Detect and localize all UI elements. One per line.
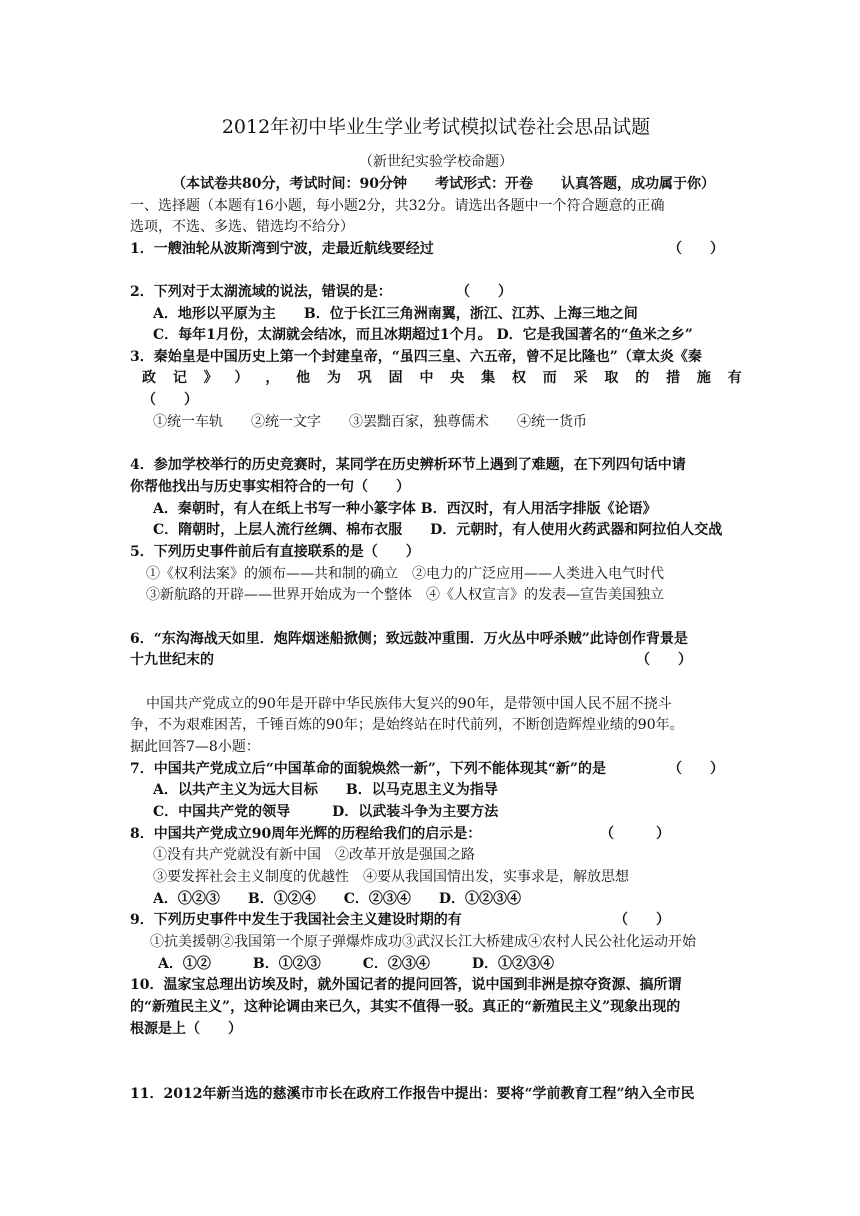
q3-char: 他	[296, 370, 311, 386]
q3-char: 中	[419, 370, 434, 386]
q2-stem: 2．下列对于太湖流域的说法，错误的是：	[130, 284, 392, 300]
q4-stem-line1: 4．参加学校举行的历史竞赛时，某同学在历史辨析环节上遇到了难题，在下列四句话中请	[130, 457, 686, 473]
q3-char: 政	[142, 370, 156, 386]
q9-paren: （ ）	[614, 912, 670, 928]
q5-line1: ①《权利法案》的颁布——共和制的确立 ②电力的广泛应用——人类进入电气时代	[146, 566, 664, 582]
q11-stem-line1: 11．2012年新当选的慈溪市市长在政府工作报告中提出：要将“学前教育工程”纳入全市民	[130, 1086, 695, 1102]
q3-char: 有	[727, 370, 742, 386]
passage-line2: 争，不为艰难困苦，千锤百炼的90年；是始终站在时代前列，不断创造辉煌业绩的90年。	[130, 717, 684, 733]
q7-options-ab: A．以共产主义为远大目标 B．以马克思主义为指导	[153, 782, 498, 798]
q2-options-cd: C．每年1月份，太湖就会结冰，而且冰期超过1个月。 D．它是我国著名的“鱼米之乡”	[153, 327, 693, 343]
q2-options-ab: A．地形以平原为主 B．位于长江三角洲南翼，浙江、江苏、上海三地之间	[153, 306, 638, 322]
q3-char: 而	[542, 370, 557, 386]
q8-paren: （ ）	[600, 826, 670, 842]
section-heading-line2: 选项，不选、多选、错选均不给分）	[130, 219, 354, 235]
q3-char: 施	[696, 370, 711, 386]
q8-options: A．①②③ B．①②④ C．②③④ D．①②③④	[153, 891, 521, 907]
q7-paren: （ ）	[668, 761, 724, 777]
exam-note: （本试卷共80分，考试时间：90分钟 考试形式：开卷 认真答题，成功属于你）	[172, 176, 715, 192]
q4-options-cd: C．隋朝时，上层人流行丝绸、棉布衣服 D．元朝时，有人使用火药武器和阿拉伯人交战	[153, 522, 723, 538]
q6-stem-line2: 十九世纪末的	[130, 652, 214, 668]
q3-char: 央	[450, 370, 465, 386]
section-heading-line1: 一、选择题（本题有16小题，每小题2分，共32分。请选出各题中一个符合题意的正确	[130, 198, 665, 214]
q6-stem-line1: 6．“东沟海战天如里．炮阵烟迷船掀侧；致远鼓冲重围．万火丛中呼杀贼”此诗创作背景是	[130, 631, 688, 647]
q8-line2: ③要发挥社会主义制度的优越性 ④要从我国国情出发，实事求是，解放思想	[153, 869, 629, 885]
q3-char: 集	[481, 370, 496, 386]
passage-line1: 中国共产党成立的90年是开辟中华民族伟大复兴的90年，是带领中国人民不屈不挠斗	[146, 696, 672, 712]
q5-line2: ③新航路的开辟——世界开始成为一个整体 ④《人权宣言》的发表—宣告美国独立	[146, 587, 664, 603]
q5-stem: 5．下列历史事件前后有直接联系的是（ ）	[130, 544, 420, 560]
passage-line3: 据此回答7—8小题：	[130, 739, 260, 755]
q3-char: 权	[511, 370, 526, 386]
q6-paren: （ ）	[636, 652, 692, 668]
q3-stem-line2	[142, 368, 742, 388]
q8-line1: ①没有共产党就没有新中国 ②改革开放是强国之路	[153, 847, 475, 863]
q9-stem: 9．下列历史事件中发生于我国社会主义建设时期的有	[130, 912, 462, 928]
q10-stem-line2: 的“新殖民主义”，这种论调由来已久，其实不值得一驳。真正的“新殖民主义”现象出现的	[130, 999, 681, 1015]
q1-paren: （ ）	[668, 241, 724, 257]
q4-options-ab: A．秦朝时，有人在纸上书写一种小篆字体 B．西汉时，有人用活字排版《论语》	[153, 501, 657, 517]
q3-paren: （ ）	[142, 392, 198, 408]
q10-stem-line3: 根源是上（ ）	[130, 1021, 242, 1037]
q2-paren: （ ）	[456, 284, 512, 300]
page-title: 2012年初中毕业生学业考试模拟试卷社会思品试题	[221, 116, 651, 138]
q8-stem: 8．中国共产党成立90周年光辉的历程给我们的启示是：	[130, 826, 482, 842]
q3-char: 》	[203, 370, 218, 386]
q3-char: 巩	[357, 370, 372, 386]
q1-stem: 1．一艘油轮从波斯湾到宁波，走最近航线要经过	[130, 241, 434, 257]
q3-char: 为	[326, 370, 341, 386]
q3-char: 的	[635, 370, 650, 386]
q7-options-cd: C．中国共产党的领导 D．以武装斗争为主要方法	[153, 804, 499, 820]
q3-char: 记	[172, 370, 187, 386]
q3-items: ①统一车轨 ②统一文字 ③罢黜百家，独尊儒术 ④统一货币	[153, 414, 587, 430]
q9-options: A．①② B．①②③ C．②③④ D．①②③④	[158, 956, 554, 972]
q10-stem-line1: 10．温家宝总理出访埃及时，就外国记者的提问回答，说中国到非洲是掠夺资源、搞所谓	[130, 977, 682, 993]
q3-stem-line1: 3．秦始皇是中国历史上第一个封建皇帝，“虽四三皇、六五帝，曾不足比隆也”（章太炎《秦	[130, 349, 702, 365]
q3-char: 固	[388, 370, 403, 386]
q3-char: 采	[573, 370, 588, 386]
q4-stem-line2: 你帮他找出与历史事实相符合的一句（ ）	[130, 479, 410, 495]
q3-char: 取	[604, 370, 619, 386]
q7-stem: 7．中国共产党成立后“中国革命的面貌焕然一新”，下列不能体现其“新”的是	[130, 761, 606, 777]
q3-char: ，	[265, 370, 280, 386]
q9-items: ①抗美援朝②我国第一个原子弹爆炸成功③武汉长江大桥建成④农村人民公社化运动开始	[150, 934, 696, 950]
page-subtitle: （新世纪实验学校命题）	[359, 154, 513, 170]
q3-char: 措	[666, 370, 681, 386]
q3-char: ）	[234, 370, 249, 386]
